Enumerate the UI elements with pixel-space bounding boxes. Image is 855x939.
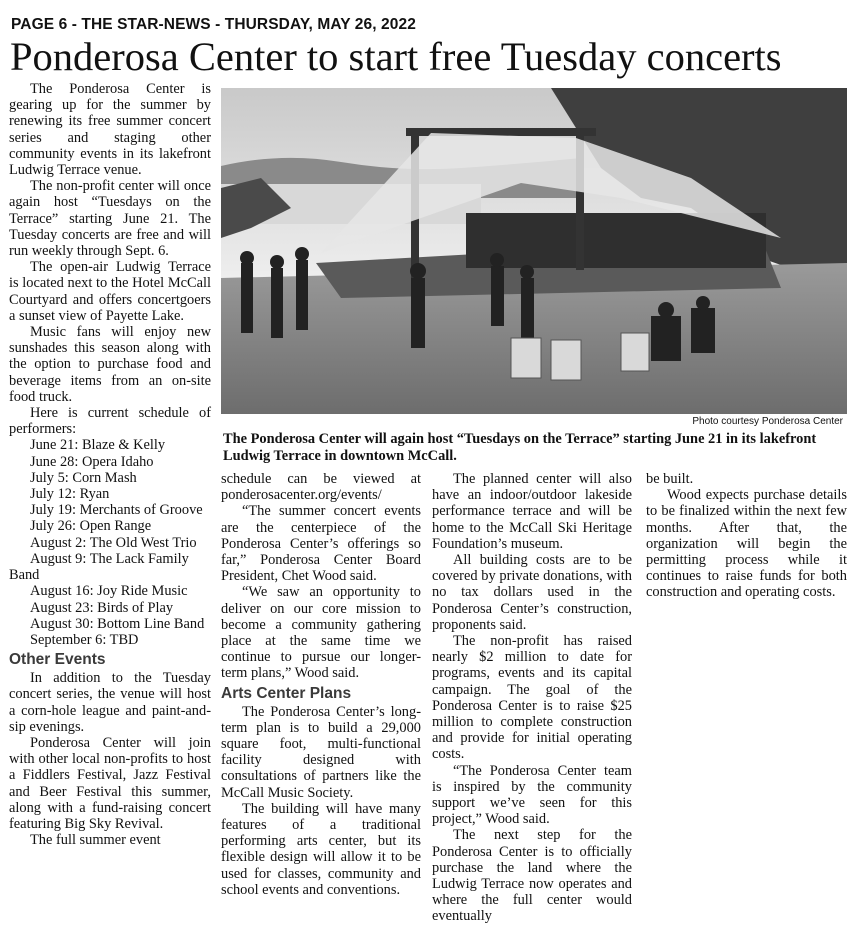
paragraph: The non-profit has raised nearly $2 million to date for programs, events and its capital campaign. The goal of the Ponderosa Center is to raise $25 million to complete construction and provide for initial operating costs. [432, 633, 632, 763]
paragraph: be built. [646, 471, 694, 487]
paragraph: The non-profit center will once again host “Tuesdays on the Terrace” starting June 21. The Tuesday concerts are free and will run weekly through Sept. 6. [9, 178, 211, 260]
paragraph: The planned center will also have an indoor/outdoor lakeside performance terrace and will be home to the McCall Ski Heritage Foundation’s museum. [432, 471, 632, 552]
schedule-item: August 2: The Old West Trio [30, 534, 197, 551]
schedule-item: July 19: Merchants of Groove [30, 502, 203, 519]
paragraph: “The summer concert events are the centerpiece of the Ponderosa Center’s offerings so far,” Ponderosa Center Board President, Chet Wood said. [221, 503, 421, 585]
headline: Ponderosa Center to start free Tuesday concerts [10, 34, 782, 79]
photo-credit: Photo courtesy Ponderosa Center [692, 416, 843, 427]
schedule-item: August 9: The Lack Family Band [9, 550, 189, 584]
paragraph: Music fans will enjoy new sunshades this season along with the option to purchase food and beverage items from an on-site food truck. [9, 324, 211, 405]
paragraph: The Ponderosa Center’s long-term plan is to build a 29,000 square foot, multi-functional facility designed with consultations of partners like the McCall Music Society. [221, 703, 421, 801]
paragraph: The open-air Ludwig Terrace is located next to the Hotel McCall Courtyard and offers concertgoers a sunset view of Payette Lake. [9, 259, 211, 324]
subhead-arts-center-plans: Arts Center Plans [221, 684, 352, 702]
paragraph: The Ponderosa Center is gearing up for the summer by renewing its free summer concert series and staging other community events in its lakefront Ludwig Terrace venue. [9, 81, 211, 179]
schedule-item: August 16: Joy Ride Music [30, 583, 188, 600]
paragraph: schedule can be viewed at ponderosacenter.org/events/ [221, 471, 421, 504]
paragraph: The next step for the Ponderosa Center is to officially purchase the land where the Ludwig Terrace now operates and where the full center would eventually [432, 827, 632, 925]
page-header: PAGE 6 - THE STAR-NEWS - THURSDAY, MAY 26, 2022 [11, 16, 416, 33]
paragraph: The full summer event [30, 832, 161, 849]
concert-photo-illustration [221, 88, 847, 414]
article-column-3 [432, 471, 632, 925]
schedule-item: July 26: Open Range [30, 518, 152, 535]
paragraph: The building will have many features of a traditional performing arts center, but its flexible design will allow it to be used for classes, community and school events and conventions. [221, 800, 421, 898]
concert-photo [221, 88, 847, 414]
paragraph: “The Ponderosa Center team is inspired by the community support we’ve seen for this project,” Wood said. [432, 762, 632, 828]
paragraph: “We saw an opportunity to deliver on our core mission to become a community gathering place at the same time we continue to pursue our longer-term plans,” Wood said. [221, 584, 421, 682]
schedule-item: August 23: Birds of Play [30, 599, 174, 616]
paragraph: Here is current schedule of performers: [9, 405, 211, 438]
schedule-item: June 28: Opera Idaho [30, 453, 154, 470]
paragraph: Ponderosa Center will join with other local non-profits to host a Fiddlers Festival, Jazz Festival and Beer Festival this summer, along with a fund-raising concert featuring Big Sky Revival. [9, 734, 211, 832]
article-column-2 [221, 471, 421, 898]
photo-caption: The Ponderosa Center will again host “Tuesdays on the Terrace” starting June 21 in its lakefront Ludwig Terrace in downtown McCall. [223, 431, 817, 464]
subhead-other-events: Other Events [9, 651, 106, 669]
schedule-item: June 21: Blaze & Kelly [30, 437, 166, 454]
schedule-item: September 6: TBD [30, 631, 139, 648]
schedule-item: July 5: Corn Mash [30, 469, 137, 486]
paragraph: All building costs are to be covered by private donations, with no tax dollars used in the Ponderosa Center’s construction, proponents said. [432, 552, 632, 633]
paragraph: Wood expects purchase details to be finalized within the next few months. After that, the organization will begin the permitting process while it continues to raise funds for both construction and operating costs. [646, 487, 847, 601]
schedule-item: July 12: Ryan [30, 486, 110, 503]
article-column-1 [9, 81, 211, 848]
schedule-item: August 30: Bottom Line Band [30, 615, 205, 632]
paragraph: In addition to the Tuesday concert series, the venue will host a corn-hole league and paint-and-sip evenings. [9, 670, 211, 735]
article-column-4 [646, 471, 847, 601]
